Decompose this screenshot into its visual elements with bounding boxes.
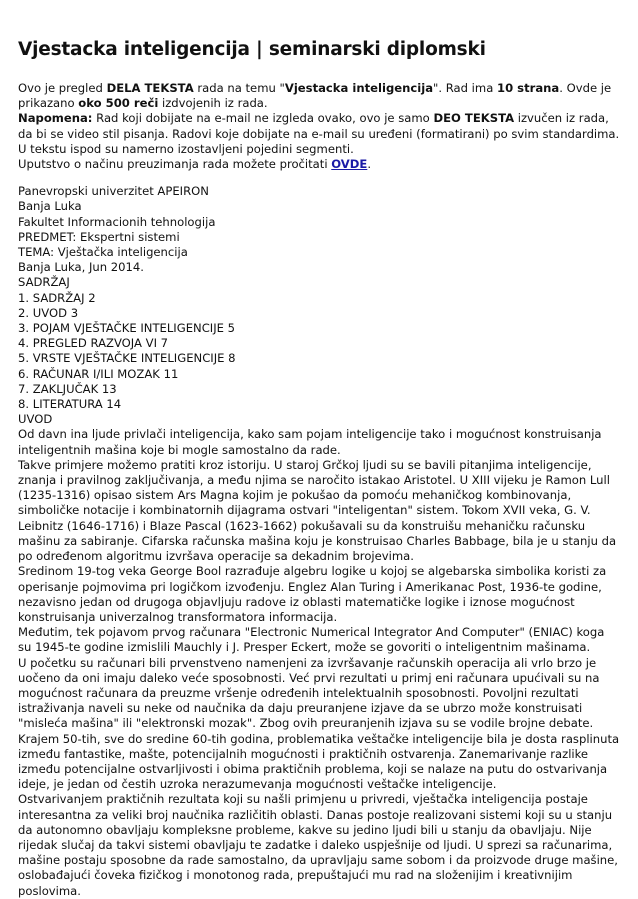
intro-note	[18, 111, 620, 157]
body-line: PREDMET: Ekspertni sistemi	[18, 229, 180, 244]
body-line: Panevropski univerzitet APEIRON	[18, 184, 209, 199]
intro-text: rada na temu "	[193, 81, 285, 95]
note-bold: DEO TEKSTA	[433, 111, 515, 126]
intro-summary	[18, 81, 620, 111]
note-text: Rad koji dobijate na e-mail ne izgleda ovako, ovo je samo	[92, 111, 434, 126]
body-line: 8. LITERATURA 14	[18, 397, 122, 412]
body-line: 7. ZAKLJUČAK 13	[18, 381, 117, 396]
intro-text: izdvojenih iz rada.	[158, 96, 268, 111]
intro-text: Ovo je pregled	[18, 81, 107, 95]
intro-text: . Ovde je prikazano	[18, 81, 612, 111]
note-text: izvučen iz rada, da bi se video stil pisanja. Radovi koje dobijate na e-mail su uređeni (formatirani) po svim standardima. U tekstu ispod su namerno izostavljeni pojedini segmenti.	[18, 111, 620, 156]
intro-page-count: 10 strana	[497, 81, 560, 95]
body-line: 5. VRSTE VJEŠTAČKE INTELIGENCIJE 8	[18, 351, 236, 366]
body-line: 1. SADRŽAJ 2	[18, 290, 96, 305]
instructions-text: Uputstvo o načinu preuzimanja rada možete pročitati	[18, 157, 332, 172]
instructions-link[interactable]: OVDE	[331, 157, 368, 172]
note-label: Napomena:	[18, 111, 93, 126]
body-line: Sredinom 19-tog veka George Bool razrađuje algebru logike u kojoj se algebarska simbolika koristi za operisanje pojmovima pri logičkom izvođenju. Englez Alan Turing i Amerikanac Post, 1936-te godine, nezavisno jedan od drugoga objavljuju radove iz oblasti matematičke logike i iznose mogućnost konstruisanja univerzalnog transformatora informacija.	[18, 564, 607, 624]
body-line: UVOD	[18, 412, 53, 427]
instructions-text: .	[367, 157, 371, 172]
intro-section	[18, 81, 620, 172]
body-line: 4. PREGLED RAZVOJA VI 7	[18, 336, 169, 351]
body-line: Ostvarivanjem praktičnih rezultata koji su našli primjenu u privredi, vještačka inteligencija postaje interesantna za veliki broj naučnika različitih oblasti. Danas postoje realizovani sistemi koji su u stanju da autonomno obavljaju kompleksne probleme, kakve su jedino ljudi bili u stanju da obavljaju. Nije rijedak slučaj da takvi sistemi obavljaju te zadatke i daleko uspješnije od ljudi. U sprezi sa računarima, mašine postaju sposobne da rade samostalno, da upravljaju same sobom i da proizvode druge mašine, oslobađajući čoveka fizičkog i monotonog rada, prepuštajući mu rad na složenijim i kreativnijim poslovima.	[18, 792, 618, 898]
intro-bold: DELA TEKSTA	[106, 81, 194, 95]
body-line: 6. RAČUNAR I/ILI MOZAK 11	[18, 366, 179, 381]
page-title: Vjestacka inteligencija | seminarski diplomski	[18, 39, 486, 60]
document-body	[18, 184, 620, 899]
body-line: Međutim, tek pojavom prvog računara "Electronic Numerical Integrator And Computer" (ENIAC) koga su 1945-te godine izmislili Mauchly i J. Presper Eckert, može se govoriti o inteligentnim mašinama.	[18, 625, 605, 655]
body-line: Takve primjere možemo pratiti kroz istoriju. U staroj Grčkoj ljudi su se bavili pitanjima inteligencije, znanja i pravilnog zaključivanja, a među njima se naročito istakao Aristotel. U XIII vijeku je Ramon Lull (1235-1316) opisao sistem Ars Magna kojim je pokušao da pomoću mehaničkog kombinovanja, simboličke notacije i kombinatornih dijagrama ostvari "inteligentan" sistem. Tokom XVII veka, G. V. Leibnitz (1646-1716) i Blaze Pascal (1623-1662) pokušavali su da konstruišu mehaničku računsku mašinu za sabiranje. Cifarska računska mašina koju je konstruisao Charles Babbage, bila je u stanju da po određenom algoritmu izvršava operacije sa dekadnim brojevima.	[18, 457, 617, 564]
body-line: Od davn ina ljude privlači inteligencija, kako sam pojam inteligencije tako i mogućnost konstruisanja inteligentnih mašina koje bi mogle samostalno da rade.	[18, 427, 602, 457]
intro-topic: Vjestacka inteligencija	[284, 81, 434, 95]
intro-text: ". Rad ima	[433, 81, 497, 95]
body-line: 2. UVOD 3	[18, 305, 79, 320]
intro-instructions	[18, 157, 620, 172]
body-line: TEMA: Vještačka inteligencija	[18, 245, 188, 260]
body-line: Fakultet Informacionih tehnologija	[18, 214, 216, 229]
body-line: Banja Luka, Jun 2014.	[18, 260, 144, 275]
intro-word-count: oko 500 reči	[78, 96, 159, 111]
body-line: U početku su računari bili prvenstveno namenjeni za izvršavanje računskih operacija ali vrlo brzo je uočeno da oni imaju daleko veće sposobnosti. Već prvi rezultati u primj eni računara upućivali su na mogućnost računara da preuzme vršenje određenih intelektualnih sposobnosti. Povoljni rezultati istraživanja naveli su neke od naučnika da daju preuranjene izjave da se ubrzo može konstruisati "misleća mašina" ili "elektronski mozak". Zbog ovih preuranjenih izjava su se vodile brojne debate. Krajem 50-tih, sve do sredine 60-tih godina, problematika veštačke inteligencije bila je dosta rasplinuta između fantastike, mašte, potencijalnih mogućnosti i praktičnih ostvarenja. Zanemarivanje razlike između potencijalne ostvarljivosti i obima praktičnih problema, koji se nalaze na putu do ostvarivanja ideje, je jedan od čestih uzroka nerazumevanja mogućnosti veštačke inteligencije.	[18, 655, 620, 792]
body-line: SADRŽAJ	[18, 275, 70, 290]
body-line: Banja Luka	[18, 199, 82, 214]
body-line: 3. POJAM VJEŠTAČKE INTELIGENCIJE 5	[18, 321, 236, 336]
